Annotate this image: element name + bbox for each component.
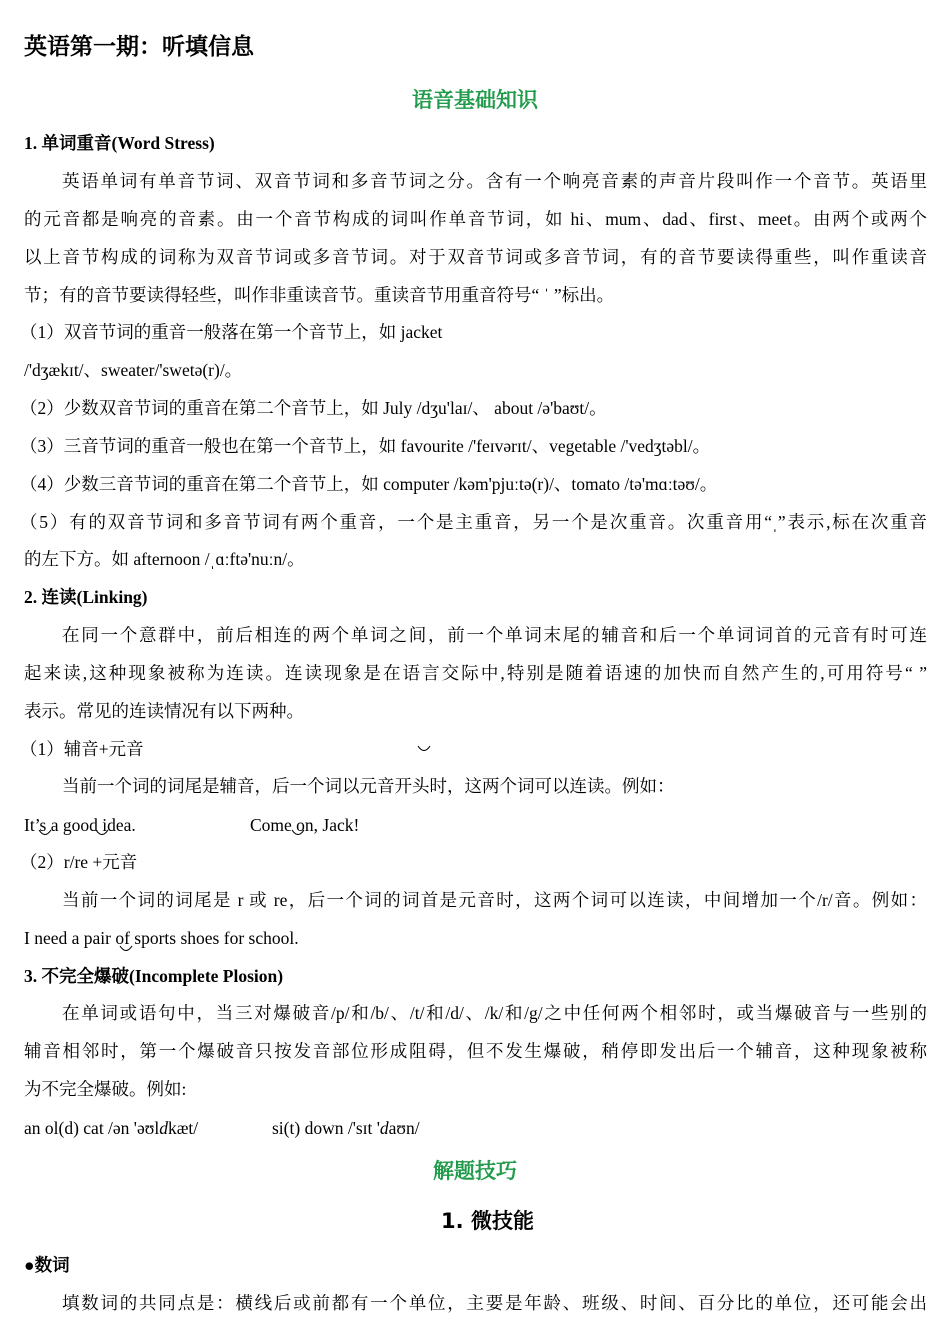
- heading-word-stress: 1. 单词重音(Word Stress): [24, 133, 215, 153]
- para-line: 为不完全爆破。例如:: [24, 1079, 187, 1099]
- para-line: 的元音都是响亮的音素。由一个音节构成的词叫作单音节词，如 hi、mum、dad、first、meet。由两个或两个: [24, 209, 927, 229]
- para-line: 节；有的音节要读得轻些，叫作非重读音节。重读音节用重音符号“ ˈ ”标出。: [24, 285, 615, 305]
- document-title: 英语第一期：听填信息: [24, 34, 254, 60]
- example-text: si(t) down /'sɪt ': [272, 1118, 380, 1138]
- para-line: 填数词的共同点是：横线后或前都有一个单位，主要是年龄、班级、时间、百分比的单位，还可能会出: [62, 1293, 927, 1313]
- para-line: 以上音节构成的词称为双音节词或多音节词。对于双音节词或多音节词，有的音节要读得重些，叫作重读音: [24, 247, 927, 267]
- rule-item: （4）少数三音节词的重音在第二个音节上，如 computer /kəm'pjuːtə(r)/、tomato /tə'mɑːtəʊ/。: [20, 474, 718, 494]
- para-line: 在同一个意群中，前后相连的两个单词之间，前一个单词末尾的辅音和后一个单词词首的元音有时可连: [62, 625, 927, 645]
- para-line: 表示。常见的连读情况有以下两种。: [24, 701, 304, 721]
- rule-item: （5）有的双音节词和多音节词有两个重音，一个是主重音，另一个是次重音。次重音用“ˌ”表示,标在次重音: [20, 512, 927, 532]
- rule-item: （2）少数双音节词的重音在第二个音节上，如 July /dʒu'laɪ/、 about /ə'baʊt/。: [20, 398, 607, 418]
- subsection-title-micro-skills: 1. 微技能: [441, 1209, 534, 1233]
- heading-linking: 2. 连读(Linking): [24, 587, 148, 607]
- linking-mark-icon: [119, 945, 133, 954]
- para-line: 起来读,这种现象被称为连读。连读现象是在语言交际中,特别是随着语速的加快而自然产生的,可用符号“ ”: [24, 663, 927, 683]
- example-plosion-a: [24, 1116, 198, 1140]
- example-sentence: I need a pair of sports shoes for school.: [24, 928, 299, 948]
- linking-mark-icon: [95, 829, 109, 838]
- example-text: aʊn/: [388, 1118, 420, 1138]
- para-line: 英语单词有单音节词、双音节词和多音节词之分。含有一个响亮音素的声音片段叫作一个音节。英语里: [62, 171, 927, 191]
- para-line: 辅音相邻时，第一个爆破音只按发音部位形成阻碍，但不发生爆破，稍停即发出后一个辅音，这种现象被称: [24, 1041, 927, 1061]
- example-sentence: Come on, Jack!: [250, 815, 360, 835]
- case-desc: 当前一个词的词尾是 r 或 re，后一个词的词首是元音时，这两个词可以连读，中间增加一个/r/音。例如：: [62, 890, 927, 910]
- case-desc: 当前一个词的词尾是辅音，后一个词以元音开头时，这两个词可以连读。例如：: [62, 776, 675, 796]
- linking-mark-icon: [38, 829, 52, 838]
- linking-mark-icon: [291, 829, 305, 838]
- case-item: （1）辅音+元音: [20, 739, 144, 759]
- example-text: an ol(d) cat /ən 'əʊl: [24, 1118, 160, 1138]
- section-title-tips: 解题技巧: [433, 1159, 517, 1183]
- example-text-italic: d: [379, 1118, 389, 1138]
- heading-incomplete-plosion: 3. 不完全爆破(Incomplete Plosion): [24, 966, 284, 986]
- rule-item: （1）双音节词的重音一般落在第一个音节上，如 jacket: [20, 322, 443, 342]
- para-line: 在单词或语句中，当三对爆破音/p/和/b/、/t/和/d/、/k/和/g/之中任何两个相邻时，或当爆破音与一些别的: [62, 1003, 927, 1023]
- example-text-italic: d: [159, 1118, 168, 1138]
- rule-item-cont: /'dʒækɪt/、sweater/'swetə(r)/。: [24, 360, 243, 380]
- rule-item: （3）三音节词的重音一般也在第一个音节上，如 favourite /'feɪvərɪt/、vegetable /'vedʒtəbl/。: [20, 436, 711, 456]
- example-plosion-b: [272, 1116, 420, 1140]
- rule-item-cont: 的左下方。如 afternoon /ˌɑːftə'nuːn/。: [24, 549, 305, 569]
- example-text: kæt/: [167, 1118, 199, 1138]
- example-sentence: It’s a good idea.: [24, 815, 136, 835]
- case-item: （2）r/re +元音: [20, 852, 138, 872]
- linking-mark-icon: [417, 745, 431, 754]
- heading-numerals: ●数词: [24, 1255, 70, 1275]
- section-title-phonetics: 语音基础知识: [412, 88, 538, 112]
